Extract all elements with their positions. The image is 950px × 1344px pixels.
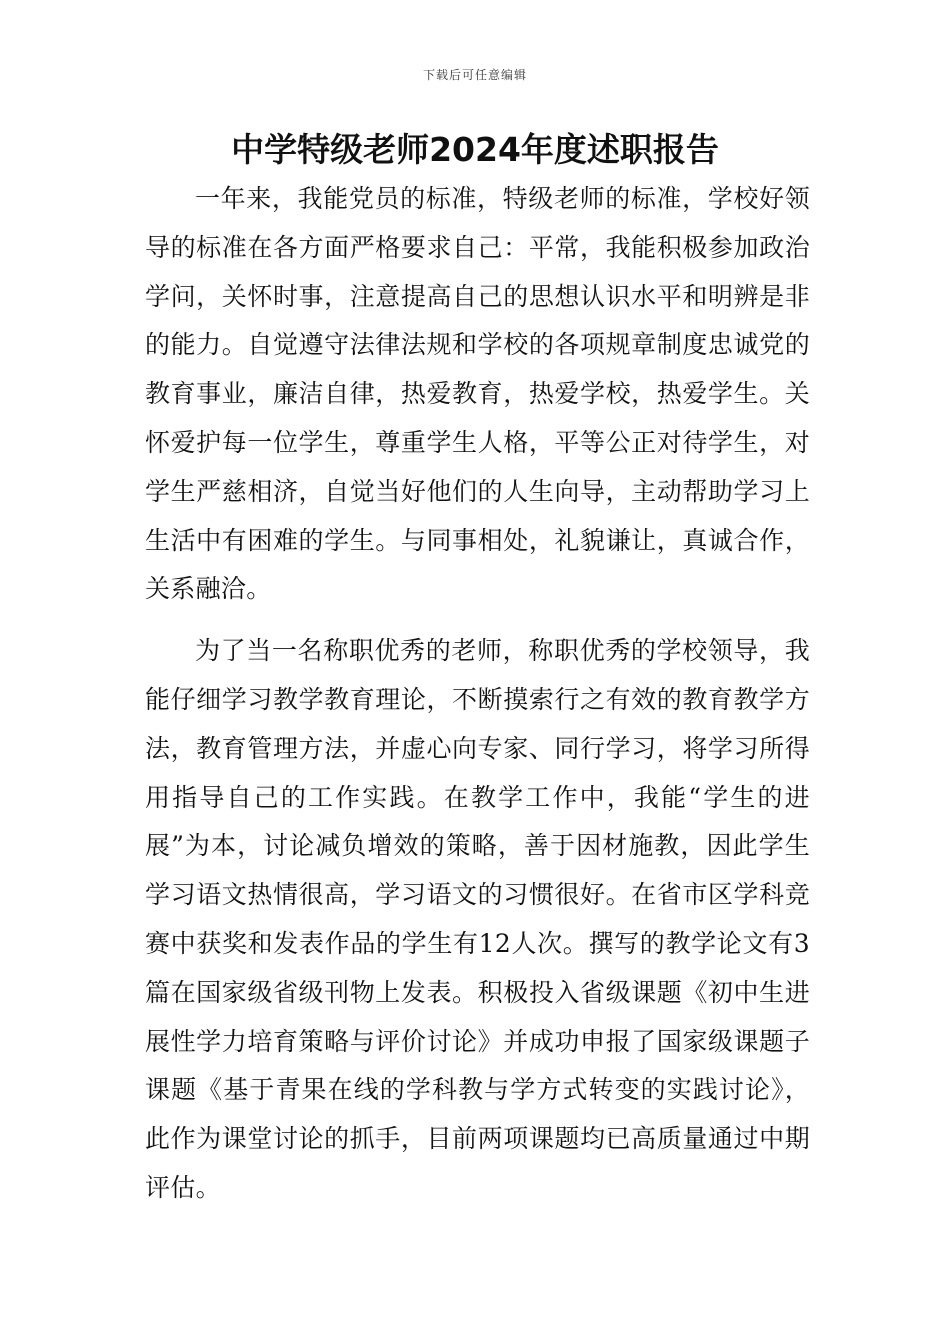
header-note: 下载后可任意编辑	[422, 68, 527, 82]
document-body	[145, 175, 810, 1213]
document-title: 中学特级老师2024年度述职报告	[231, 130, 719, 169]
paragraph-1: 一年来，我能党员的标准，特级老师的标准，学校好领导的标准在各方面严格要求自己：平常，我能积极参加政治学问，关怀时事，注意提高自己的思想认识水平和明辨是非的能力。自觉遵守法律法规和学校的各项规章制度忠诚党的教育事业，廉洁自律，热爱教育，热爱学校，热爱学生。关怀爱护每一位学生，尊重学生人格，平等公正对待学生，对学生严慈相济，自觉当好他们的人生向导，主动帮助学习上生活中有困难的学生。与同事相处，礼貌谦让，真诚合作，关系融洽。	[145, 184, 810, 604]
paragraph-2: 为了当一名称职优秀的老师，称职优秀的学校领导，我能仔细学习教学教育理论，不断摸索行之有效的教育教学方法，教育管理方法，并虚心向专家、同行学习，将学习所得用指导自己的工作实践。在教学工作中，我能“学生的进展”为本，讨论减负增效的策略，善于因材施教，因此学生学习语文热情很高，学习语文的习惯很好。在省市区学科竞赛中获奖和发表作品的学生有12人次。撰写的教学论文有3篇在国家级省级刊物上发表。积极投入省级课题《初中生进展性学力培育策略与评价讨论》并成功申报了国家级课题子课题《基于青果在线的学科教与学方式转变的实践讨论》，此作为课堂讨论的抓手，目前两项课题均已高质量通过中期评估。	[145, 636, 810, 1202]
